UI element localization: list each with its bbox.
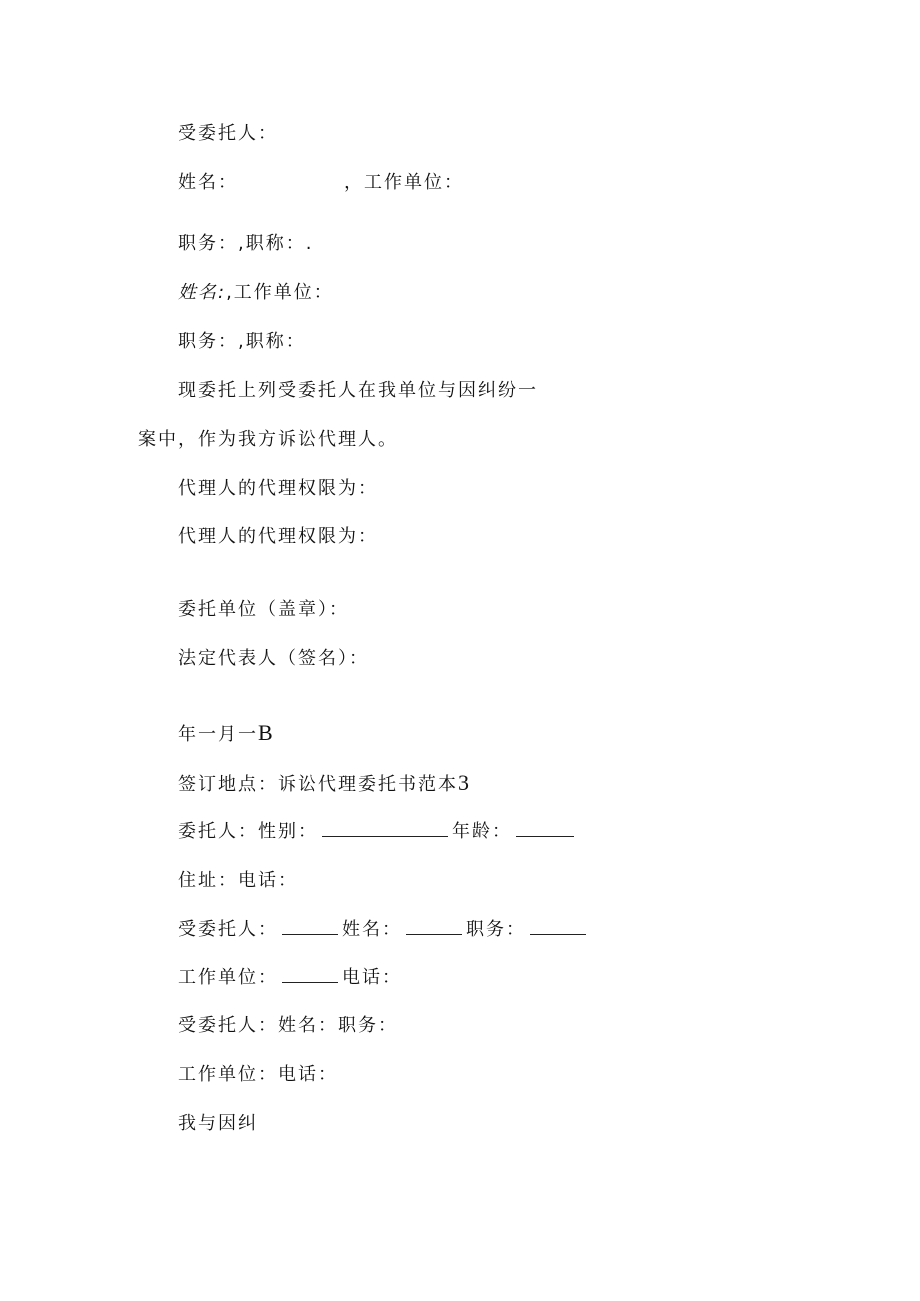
name-label: 姓名： xyxy=(178,172,238,193)
trustee-blank xyxy=(282,918,338,935)
date-suffix: B xyxy=(258,720,273,745)
gender-blank xyxy=(322,820,448,837)
trustee-name-label: 姓名： xyxy=(342,919,402,940)
trustee1-name-line xyxy=(178,171,464,195)
workplace-label: 工作单位： xyxy=(178,967,278,988)
workplace-phone-line: 工作单位：电话： xyxy=(178,1064,338,1085)
trustee2-fields-line: 受委托人：姓名：职务： xyxy=(178,1015,398,1036)
client-line xyxy=(178,820,578,844)
name-blank xyxy=(406,918,462,935)
client-gender-label: 委托人：性别： xyxy=(178,821,318,842)
workplace-blank xyxy=(282,966,338,983)
entrust-paragraph-line1: 现委托上列受委托人在我单位与因纠纷一 xyxy=(178,380,538,401)
entrusting-unit-seal: 委托单位（盖章）： xyxy=(178,599,349,620)
authority-line-2: 代理人的代理权限为： xyxy=(178,526,378,547)
date-text: 年一月一 xyxy=(178,724,258,745)
template-number: 3 xyxy=(458,770,469,795)
trustee1-title-line: 职务：,职称：. xyxy=(178,233,314,254)
closing-fragment: 我与因纠 xyxy=(178,1113,258,1134)
authority-line-1: 代理人的代理权限为： xyxy=(178,478,378,499)
workplace-label: ,工作单位： xyxy=(226,282,334,303)
age-label: 年龄： xyxy=(452,821,512,842)
phone-label: 电话： xyxy=(342,967,402,988)
workplace-phone-blank-line xyxy=(178,966,402,990)
signing-place-line xyxy=(178,771,469,797)
signing-place-text: 签订地点：诉讼代理委托书范本 xyxy=(178,774,458,795)
date-line xyxy=(178,721,273,747)
trustee-heading: 受委托人： xyxy=(178,123,278,144)
workplace-label: ，工作单位： xyxy=(344,172,464,193)
name-label-italic: 姓名: xyxy=(178,282,227,303)
address-phone-line: 住址：电话： xyxy=(178,870,298,891)
trustee-title-label: 职务： xyxy=(466,919,526,940)
legal-representative-signature: 法定代表人（签名）： xyxy=(178,648,369,669)
trustee-fields-line xyxy=(178,918,590,942)
trustee2-name-line xyxy=(178,281,334,305)
trustee-label: 受委托人： xyxy=(178,919,278,940)
entrust-paragraph-line2: 案中，作为我方诉讼代理人。 xyxy=(138,429,398,450)
trustee2-title-line: 职务：,职称： xyxy=(178,331,306,352)
age-blank xyxy=(516,820,574,837)
title-blank xyxy=(530,918,586,935)
